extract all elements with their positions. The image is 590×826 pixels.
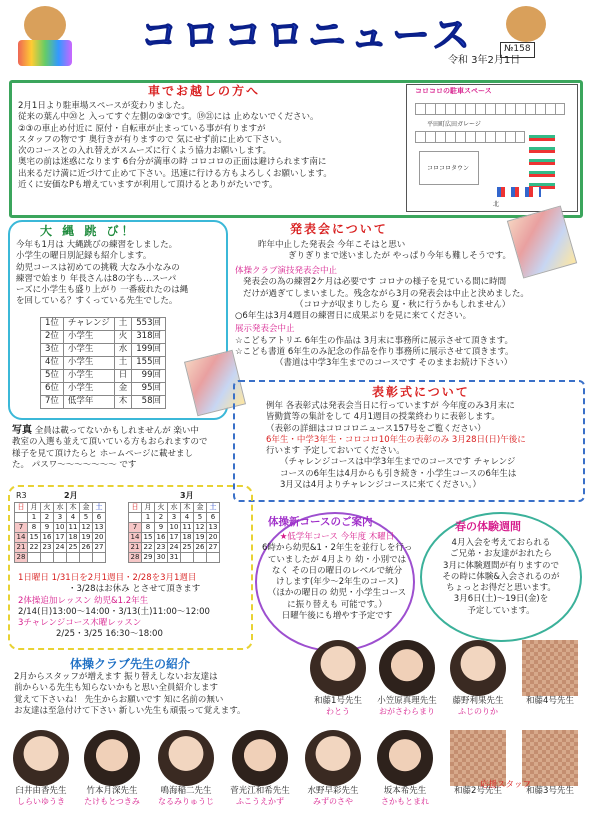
new-course-line: けします(年少〜2年生のコース) [275, 577, 399, 588]
day-cell: 火 [114, 331, 132, 344]
calendar-note: 1日曜日 1/31日を2月1週目・2/28を3月1週目 [18, 573, 197, 583]
weekday-header: 月 [142, 503, 155, 513]
calendar-day: 28 [129, 553, 142, 563]
calendar-day: 3 [168, 513, 181, 523]
calendar-grid [128, 502, 220, 563]
calendar-week [15, 543, 106, 553]
jumprope-text [16, 240, 188, 308]
teacher-card [370, 730, 440, 808]
calendar-day: 22 [28, 543, 41, 553]
photo-note-line: 全員は載ってないかもしれませんが 楽い中 [34, 426, 199, 436]
calendar-day: 2 [155, 513, 168, 523]
calendar-day: 6 [93, 513, 106, 523]
calendar-day: 9 [41, 523, 54, 533]
calendar-week [15, 513, 106, 523]
calendar-day: 1 [28, 513, 41, 523]
calendar-week [129, 543, 220, 553]
calendar-day: 16 [41, 533, 54, 543]
teachers-intro-line: 前からいる先生も知らないかもと思い全員紹介します [14, 683, 219, 694]
award-highlight: 6年生・中学3年生・コロコロ10年生の表彰のみ 3月28日(日)午後に [266, 434, 526, 445]
calendar-day: 11 [181, 523, 194, 533]
teacher-name: 水野早彩先生 [307, 786, 359, 796]
course-cell: 小学生 [63, 370, 114, 383]
teachers-title: 体操クラブ先生の紹介 [70, 657, 191, 671]
calendar-day: 9 [155, 523, 168, 533]
calendar-note: ・3/28はお休み とさせて頂きます [68, 584, 201, 595]
calendar-day: 14 [15, 533, 28, 543]
recital-line: 発表会の為の練習2ケ月は必要です コロナの様子を見ている間に時間 [243, 277, 507, 288]
teacher-kana: しらいゆうき [17, 797, 65, 807]
calendar-mar [128, 502, 220, 563]
calendar-day: 5 [194, 513, 207, 523]
calendar-day: 23 [41, 543, 54, 553]
teacher-card [224, 730, 296, 808]
award-title: 表彰式について [372, 385, 470, 399]
teacher-name: 鳴海稲二先生 [160, 786, 212, 796]
calendar-day: 25 [181, 543, 194, 553]
rank-cell: 7位 [41, 396, 64, 409]
award-line: （チャレンジコースは中学3年生までのコースです チャレンジ [280, 457, 516, 468]
calendar-day: 18 [181, 533, 194, 543]
calendar-day: 21 [129, 543, 142, 553]
teacher-photo [13, 730, 69, 786]
parking-line: 2月1日より駐車場スペースが変わりました。 [18, 101, 190, 111]
parking-line: 出来るだけ満に近づけて止めて下さい。迅速に行ける方もよろしくお願いします。 [18, 168, 332, 179]
teacher-photo [305, 730, 361, 786]
calendar-day [80, 553, 93, 563]
rank-cell: 4位 [41, 357, 64, 370]
weekday-header: 金 [80, 503, 93, 513]
table-row [41, 344, 166, 357]
teacher-card [8, 730, 74, 808]
parking-line: 奥宅の前は迷惑になります 6台分が満車の時 コロコロの正面は避けられます南に [18, 157, 327, 168]
teachers-intro [14, 672, 246, 717]
teacher-name: 菅光江和希先生 [230, 786, 290, 796]
count-cell: 95回 [132, 383, 166, 396]
recital-title: 発表会について [290, 222, 388, 236]
calendar-week [15, 523, 106, 533]
calendar-day: 3 [54, 513, 67, 523]
calendar-day: 10 [54, 523, 67, 533]
teacher-card [307, 640, 369, 718]
calendar-day: 20 [207, 533, 220, 543]
calendar-day: 24 [168, 543, 181, 553]
count-cell: 553回 [132, 318, 166, 331]
calendar-grid [14, 502, 106, 563]
recital-subtitle: 展示発表会中止 [235, 324, 295, 335]
new-course-line: ★低学年コース 今年度 木曜日 [279, 532, 395, 542]
jumprope-line: 練習で始まり 年長さんは8の字も…スーパ [16, 273, 177, 284]
newsletter-title: コロコロニュース [140, 13, 475, 57]
new-course-line: （ほかの曜日の 幼児・小学生コース [267, 588, 407, 599]
calendar-day [129, 513, 142, 523]
calendar-day: 30 [155, 553, 168, 563]
rank-cell: 1位 [41, 318, 64, 331]
mar-title: 3月 [180, 491, 194, 500]
calendar-day: 26 [194, 543, 207, 553]
calendar-day: 20 [93, 533, 106, 543]
day-cell: 木 [114, 396, 132, 409]
calendar-day: 10 [168, 523, 181, 533]
calendar-day: 5 [80, 513, 93, 523]
calendar-day: 31 [168, 553, 181, 563]
calendar-day: 13 [93, 523, 106, 533]
teacher-photo [450, 640, 506, 696]
calendar-day: 25 [67, 543, 80, 553]
teacher-name: 坂本希先生 [383, 786, 427, 796]
day-cell: 土 [114, 318, 132, 331]
weekday-header: 火 [155, 503, 168, 513]
recital-line: 昨年中止した発表会 今年こそはと思い [258, 240, 406, 250]
weekday-header: 日 [15, 503, 28, 513]
teacher-card [298, 730, 368, 808]
course-cell: 小学生 [63, 331, 114, 344]
new-course-line: に振り替えも 可能です。） [287, 599, 387, 610]
teacher-kana: ふじのりか [458, 707, 498, 717]
teacher-photo [84, 730, 140, 786]
weekday-header: 月 [28, 503, 41, 513]
map-title: コロコロの駐車スペース [415, 87, 492, 95]
award-text [266, 401, 526, 491]
calendar-day [93, 553, 106, 563]
course-cell: 小学生 [63, 344, 114, 357]
calendar-note: 2/14(日)13:00〜14:00・3/13(土)11:00〜12:00 [18, 606, 210, 617]
recital-subtitle: 体操クラブ演技発表会中止 [235, 266, 338, 276]
new-course-line: なく その日の曜日のレベルで統分 [271, 565, 403, 576]
calendar-year-label: R3 [16, 491, 27, 500]
parking-line: 近くに安価なPも増えていますが利用して頂けるとありがたいです。 [18, 180, 278, 191]
teacher-photo [232, 730, 288, 786]
spring-line: 4月入会を考えておられる [451, 538, 551, 548]
calendar-week [129, 553, 220, 563]
calendar-week [15, 533, 106, 543]
jumprope-line: 幼児コースは初めての挑戦 大なみ小なみの [16, 262, 180, 273]
recital-line: ☆こども書道 6年生のみ記念の作品を作り事務所に展示させて頂きます。 [235, 347, 514, 358]
award-line: 行います 予定しておいてください。 [266, 446, 405, 457]
teacher-photo [310, 640, 366, 696]
calendar-notes [18, 573, 210, 641]
calendar-day [207, 553, 220, 563]
calendar-day: 4 [181, 513, 194, 523]
teacher-card [150, 730, 222, 808]
parking-line: ②③の車止め付近に 原付・自転車が止まっている事が有りますが [18, 123, 266, 134]
teachers-intro-line: お友達は至急付けて下さい 新しい先生も頑張って覚えます。 [14, 705, 246, 716]
teacher-kana: ふこうえかず [236, 797, 284, 807]
calendar-day: 12 [80, 523, 93, 533]
teachers-intro-line: 2月からスタッフが増えます 振り替えしないお友達は [14, 672, 218, 682]
feb-title: 2月 [64, 491, 78, 500]
parking-line: 次のコースとの入れ替えがスムーズに行くよう協力お願いします。 [18, 146, 272, 157]
calendar-week [15, 553, 106, 563]
spring-line: ちょっとお得だと思います。 [446, 583, 556, 594]
calendar-day [15, 513, 28, 523]
spring-line: その時に体験&入会されるのが [442, 571, 560, 582]
new-course-line: ていましたが 4月より 幼・小別では [267, 554, 407, 565]
calendar-day: 8 [28, 523, 41, 533]
teacher-name: 和藤4号先生 [526, 696, 574, 706]
spring-line: ご兄弟・お友達がおれたら [449, 549, 552, 560]
recital-line: （コロナが収まりしたら 夏・秋に行うかもしれません） [295, 299, 511, 310]
new-course-title: 体操新コースのご案内 [268, 516, 373, 528]
weekday-header: 金 [194, 503, 207, 513]
teacher-kana: おがさわらまり [379, 707, 435, 717]
count-cell: 318回 [132, 331, 166, 344]
day-cell: 金 [114, 383, 132, 396]
teacher-name: 和藤3号先生 [526, 786, 574, 796]
calendar-day: 23 [155, 543, 168, 553]
teachers-row-2 [0, 730, 590, 826]
calendar-feb [14, 502, 106, 563]
calendar-note: 2/25・3/25 16:30〜18:00 [56, 629, 163, 640]
parking-line: 従来の葉ん中⑳と 入ってすぐ左側の②③です。⑲㉑には 止めないでください。 [18, 112, 319, 123]
count-cell: 199回 [132, 344, 166, 357]
parking-line: スタッフの物です 奥行きが有りますので 気にせず前に止めて下さい。 [18, 134, 287, 145]
calendar-day: 2 [41, 513, 54, 523]
calendar-day: 16 [155, 533, 168, 543]
new-course-line: 日曜午後にも増やす予定です [281, 611, 393, 622]
new-course-line: 6時から幼児&1・2年生を並行しを行っ [262, 543, 413, 554]
teacher-name: 和藤2号先生 [454, 786, 502, 796]
weekday-header: 水 [54, 503, 67, 513]
photo-note-line: た。 パスワ〜〜〜〜〜〜〜 です [12, 459, 137, 470]
calendar-day [41, 553, 54, 563]
jumprope-line: を回している？すくっている先生でした。 [16, 296, 178, 307]
teacher-photo-pixelated [450, 730, 506, 786]
calendar-day: 29 [142, 553, 155, 563]
calendar-week [129, 523, 220, 533]
teacher-kana: なるみりゅうじ [158, 797, 214, 807]
weekday-header: 日 [129, 503, 142, 513]
recital-line: （書道は中学3年生までのコースです そのままお続け下さい） [275, 358, 513, 369]
count-cell: 58回 [132, 396, 166, 409]
count-cell: 155回 [132, 357, 166, 370]
calendar-day: 22 [142, 543, 155, 553]
award-line: コースの6年生は4月からも引き続き・小学生コースの6年生は [280, 468, 517, 479]
rank-cell: 5位 [41, 370, 64, 383]
teachers-intro-line: 覚えて下さいね！ 先生からお願いです 知に名前の無い [14, 694, 224, 705]
map-garage-label: 平田町広田ガレージ [427, 121, 481, 128]
photo-note-line: 教室の入選も並えて頂いている方もおられますので [12, 437, 208, 448]
issue-number: №158 [500, 42, 535, 58]
calendar-day: 7 [15, 523, 28, 533]
calendar-day [54, 553, 67, 563]
teacher-kana: たけもとつきみ [84, 797, 140, 807]
calendar-day: 17 [54, 533, 67, 543]
calendar-week [129, 513, 220, 523]
recital-line: ☆こどもアトリエ 6年生の作品は 3月末に事務所に展示させて頂きます。 [235, 335, 513, 346]
calendar-day: 28 [15, 553, 28, 563]
jumprope-line: 今年も1月は 大縄跳びの練習をしました。 [16, 240, 178, 250]
jumprope-line: 小学生の曜日別記録も紹介します。 [16, 251, 152, 262]
course-cell: チャレンジ [63, 318, 114, 331]
recital-line: ぎりぎりまで迷いましたが やっぱり今年も難しそうです。 [288, 251, 512, 262]
calendar-day: 1 [142, 513, 155, 523]
teacher-name: 和藤1号先生 [314, 696, 362, 706]
calendar-day [28, 553, 41, 563]
calendar-day: 26 [80, 543, 93, 553]
calendar-day [181, 553, 194, 563]
new-course-text [262, 532, 412, 622]
calendar-day: 12 [194, 523, 207, 533]
spring-line: 予定しています。 [467, 605, 535, 616]
calendar-day: 19 [80, 533, 93, 543]
table-row [41, 318, 166, 331]
calendar-day: 14 [129, 533, 142, 543]
jumprope-title: 大 縄 跳 び！ [40, 224, 137, 238]
calendar-day: 15 [28, 533, 41, 543]
teacher-name: 小笠原真理先生 [377, 696, 437, 706]
rank-cell: 6位 [41, 383, 64, 396]
calendar-day: 15 [142, 533, 155, 543]
day-cell: 水 [114, 344, 132, 357]
course-cell: 小学生 [63, 357, 114, 370]
teacher-photo [377, 730, 433, 786]
weekday-header: 水 [168, 503, 181, 513]
weekday-header: 火 [41, 503, 54, 513]
calendar-day: 18 [67, 533, 80, 543]
issue-date: 令和 3年2月1日 [448, 55, 521, 66]
calendar-day: 6 [207, 513, 220, 523]
photo-note-line: 様子を見て頂けたらと ホームページに載せまし [12, 448, 194, 459]
calendar-day: 11 [67, 523, 80, 533]
calendar-note: 3チャレンジコース木曜レッスン [18, 618, 142, 629]
day-cell: 土 [114, 357, 132, 370]
teacher-photo [379, 640, 435, 696]
parking-title: 車でお越しの方へ [148, 84, 261, 98]
teacher-name: 臼井由香先生 [15, 786, 67, 796]
weekday-header: 土 [93, 503, 106, 513]
teacher-card [371, 640, 443, 718]
calendar-day: 13 [207, 523, 220, 533]
bear-left-illustration [14, 6, 76, 70]
calendar-day: 17 [168, 533, 181, 543]
weekday-header: 木 [67, 503, 80, 513]
teacher-name: 竹本月深先生 [86, 786, 138, 796]
teacher-card [518, 640, 582, 707]
jumprope-line: ーズに小学生も盛り上がり 一番疲れたのは縄 [16, 285, 189, 296]
teacher-card [76, 730, 148, 808]
award-line: 皆勤賞等の集計をして 4月1週目の授業終わりに表彰します。 [266, 412, 500, 423]
calendar-day: 21 [15, 543, 28, 553]
rank-cell: 2位 [41, 331, 64, 344]
day-cell: 日 [114, 370, 132, 383]
calendar-day: 8 [142, 523, 155, 533]
teacher-kana: さかもとまれ [381, 797, 429, 807]
calendar-week [129, 533, 220, 543]
table-row [41, 331, 166, 344]
spring-trial-title: 春の体験週間 [455, 520, 521, 533]
calendar-day: 4 [67, 513, 80, 523]
teacher-kana: わとう [326, 707, 350, 717]
map-north-label: 北 [493, 201, 500, 208]
weekday-header: 木 [181, 503, 194, 513]
weekday-header: 土 [207, 503, 220, 513]
course-cell: 低学年 [63, 396, 114, 409]
photo-note [12, 424, 208, 471]
calendar-day: 7 [129, 523, 142, 533]
teacher-name: 藤野利果先生 [452, 696, 504, 706]
spring-line: 3月に体験週間が有りますので [443, 560, 559, 571]
award-line: （表彰の詳細はコロコロニュース157号をご覧ください） [266, 423, 486, 434]
map-town-label: コロコロタウン [427, 165, 470, 172]
parking-text [18, 101, 332, 191]
table-row [41, 370, 166, 383]
spring-line: 3月6日(土)〜19日(金)を [453, 594, 549, 605]
recital-text [258, 240, 511, 263]
rank-cell: 3位 [41, 344, 64, 357]
table-row [41, 396, 166, 409]
parking-map [406, 84, 578, 212]
spring-trial-text [426, 538, 576, 617]
recital-text-2 [235, 266, 529, 370]
count-cell: 99回 [132, 370, 166, 383]
calendar-note: 2体操追加レッスン 幼児&1.2年生 [18, 595, 149, 606]
course-cell: 小学生 [63, 383, 114, 396]
award-line: 3月又は4月よりチャレンジコースに来てください。） [280, 480, 481, 491]
teacher-kana: みずのさや [313, 797, 353, 807]
calendar-day [194, 553, 207, 563]
teacher-photo-pixelated [522, 730, 578, 786]
award-line: 例年 各表彰式は発表会当日に行っていますが 今年度のみ3月末に [266, 401, 515, 411]
teacher-photo [158, 730, 214, 786]
recital-line: ○6年生は3月4週目の練習日に成果ぶりを見に来てください。 [235, 311, 472, 322]
photo-note-title: 写真 [12, 425, 32, 436]
table-row [41, 383, 166, 396]
teacher-card [446, 640, 510, 718]
jumprope-ranking-table [40, 317, 166, 409]
support-staff-label: 応援スタッフ [480, 780, 532, 790]
teacher-photo-pixelated [522, 640, 578, 696]
calendar-day: 24 [54, 543, 67, 553]
calendar-day: 27 [207, 543, 220, 553]
recital-line: だけが過ぎてしまいました。残念ながら3月の発表会は中止と決めました。 [243, 288, 529, 299]
calendar-day: 27 [93, 543, 106, 553]
calendar-day: 19 [194, 533, 207, 543]
calendar-day [67, 553, 80, 563]
table-row [41, 357, 166, 370]
